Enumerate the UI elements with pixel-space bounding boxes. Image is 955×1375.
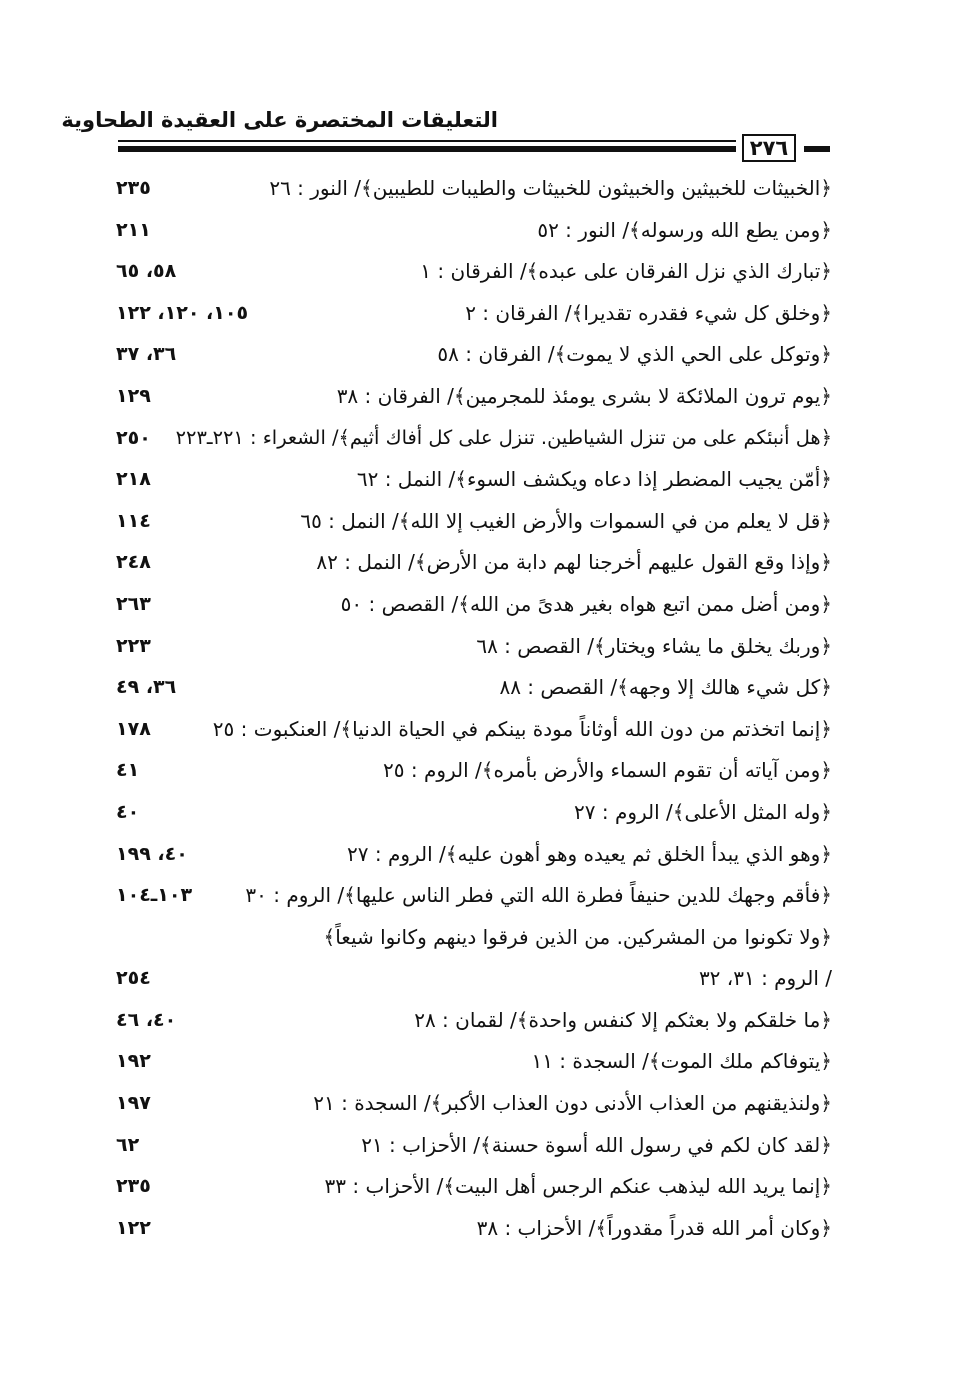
verse-reference: ﴿وله المثل الأعلى﴾/ الروم : ٢٧ bbox=[574, 799, 832, 824]
verse-reference: ﴿وهو الذي يبدأ الخلق ثم يعيده وهو أهون عليه﴾/ الروم : ٢٧ bbox=[347, 841, 832, 866]
verse-reference: ﴿ومن أضل ممن اتبع هواه بغير هدىً من الله﴾/ القصص : ٥٠ bbox=[340, 591, 832, 616]
verse-reference: ﴿وتوكل على الحي الذي لا يموت﴾/ الفرقان : ٥٨ bbox=[437, 342, 832, 367]
header-rule bbox=[118, 146, 736, 152]
verse-reference: ﴿كل شيء هالك إلا وجهه﴾/ القصص : ٨٨ bbox=[499, 675, 832, 700]
page-references: ٢٣٥ bbox=[116, 1175, 151, 1198]
index-entry bbox=[110, 1000, 832, 1042]
page-references: ١٩٧ bbox=[116, 1092, 151, 1115]
index-entry bbox=[110, 1125, 832, 1167]
index-entry bbox=[110, 750, 832, 792]
verse-reference: ﴿لقد كان لكم في رسول الله أسوة حسنة﴾/ الأحزاب : ٢١ bbox=[361, 1132, 832, 1157]
index-entry bbox=[110, 251, 832, 293]
page-references: ٢٦٣ bbox=[116, 592, 151, 615]
verse-reference: ﴿يوم ترون الملائكة لا بشرى يومئذ للمجرمين﴾/ الفرقان : ٣٨ bbox=[336, 383, 832, 408]
page-references: ٢١١ bbox=[116, 218, 151, 241]
page-number: ٢٧٦ bbox=[749, 136, 789, 160]
page-references: ٢١٨ bbox=[116, 468, 151, 491]
page-references: ٤١ bbox=[116, 759, 140, 782]
page-number-box bbox=[742, 134, 796, 162]
page-references: ٣٦، ٣٧ bbox=[116, 343, 177, 366]
index-entry bbox=[110, 626, 832, 668]
index-entry bbox=[110, 293, 832, 335]
page-references: ٢٤٨ bbox=[116, 551, 151, 574]
index-entry bbox=[110, 1166, 832, 1208]
verse-reference: ﴿الخبيثات للخبيثين والخبيثون للخبيثات والطيبات للطيبين﴾/ النور : ٢٦ bbox=[269, 176, 832, 200]
page-references: ١٢٩ bbox=[116, 384, 151, 407]
header-rule-right bbox=[804, 146, 830, 152]
page-references: ٢٥٠ bbox=[116, 426, 151, 449]
page-references: ١١٤ bbox=[116, 509, 151, 532]
verse-reference: ﴿وربك يخلق ما يشاء ويختار﴾/ القصص : ٦٨ bbox=[476, 633, 832, 658]
verse-reference: ﴿قل لا يعلم من في السموات والأرض الغيب إلا الله﴾/ النمل : ٦٥ bbox=[300, 508, 832, 533]
index-entry bbox=[110, 709, 832, 751]
index-entry bbox=[110, 501, 832, 543]
verse-reference: ﴿وكان أمر الله قدراً مقدوراً﴾/ الأحزاب : ٣٨ bbox=[476, 1215, 832, 1240]
index-entry bbox=[110, 875, 832, 917]
page-references: ٢٢٣ bbox=[116, 634, 151, 657]
index-entry bbox=[110, 667, 832, 709]
index-entry bbox=[110, 334, 832, 376]
verse-reference: ﴿وخلق كل شيء فقدره تقديرا﴾/ الفرقان : ٢ bbox=[465, 300, 832, 325]
verse-reference: ﴿يتوفاكم ملك الموت﴾/ السجدة : ١١ bbox=[531, 1049, 832, 1074]
header-rule-thin bbox=[118, 140, 736, 142]
page-references: ١٠٥، ١٢٠، ١٢٢ bbox=[116, 301, 249, 324]
page-references: ١٠٣ـ١٠٤ bbox=[116, 884, 193, 907]
index-entry bbox=[110, 1041, 832, 1083]
verse-reference: ﴿ومن آياته أن تقوم السماء والأرض بأمره﴾/ الروم : ٢٥ bbox=[383, 758, 832, 783]
page-references: ١٧٨ bbox=[116, 717, 151, 740]
index-entry bbox=[110, 542, 832, 584]
index-entry bbox=[110, 1208, 832, 1250]
page-references: ٢٥٤ bbox=[116, 967, 151, 990]
page-references: ٤٠، ٤٦ bbox=[116, 1008, 177, 1031]
index-entry bbox=[110, 584, 832, 626]
verse-reference: ﴿وإذا وقع القول عليهم أخرجنا لهم دابة من الأرض﴾/ النمل : ٨٢ bbox=[316, 550, 832, 575]
index-entry bbox=[110, 459, 832, 501]
index-entry bbox=[110, 917, 832, 959]
verse-index-list bbox=[110, 168, 832, 1249]
page-references: ٣٦، ٤٩ bbox=[116, 676, 177, 699]
index-entry bbox=[110, 792, 832, 834]
index-entry bbox=[110, 1083, 832, 1125]
index-entry bbox=[110, 958, 832, 1000]
running-header-title: التعليقات المختصرة على العقيدة الطحاوية bbox=[61, 108, 498, 132]
page-references: ٦٢ bbox=[116, 1133, 140, 1156]
page-references: ٤٠، ١٩٩ bbox=[116, 842, 188, 865]
index-entry bbox=[110, 834, 832, 876]
verse-reference: ﴿أمّن يجيب المضطر إذا دعاه ويكشف السوء﴾/ النمل : ٦٢ bbox=[356, 467, 832, 492]
page-references: ١٩٢ bbox=[116, 1050, 151, 1073]
index-entry bbox=[110, 418, 832, 460]
verse-reference: ﴿ولنذيقنهم من العذاب الأدنى دون العذاب الأكبر﴾/ السجدة : ٢١ bbox=[313, 1091, 832, 1116]
page-references: ٥٨، ٦٥ bbox=[116, 260, 177, 283]
page-references: ٤٠ bbox=[116, 800, 140, 823]
verse-reference: ﴿ما خلقكم ولا بعثكم إلا كنفس واحدة﴾/ لقمان : ٢٨ bbox=[414, 1007, 832, 1032]
verse-reference: ﴿إنما اتخذتم من دون الله أوثاناً مودة بينكم في الحياة الدنيا﴾/ العنكبوت : ٢٥ bbox=[212, 716, 832, 741]
verse-reference: ﴿ولا تكونوا من المشركين. من الذين فرقوا دينهم وكانوا شيعاً﴾ bbox=[323, 924, 832, 949]
index-entry bbox=[110, 210, 832, 252]
verse-reference: ﴿تبارك الذي نزل الفرقان على عبده﴾/ الفرقان : ١ bbox=[420, 259, 832, 284]
index-entry bbox=[110, 376, 832, 418]
verse-reference: / الروم : ٣١، ٣٢ bbox=[698, 966, 832, 991]
page-references: ١٢٢ bbox=[116, 1216, 151, 1239]
verse-reference: ﴿فأقم وجهك للدين حنيفاً فطرة الله التي فطر الناس عليها﴾/ الروم : ٣٠ bbox=[245, 883, 832, 908]
verse-reference: ﴿هل أنبئكم على من تنزل الشياطين. تنزل على كل أفاك أثيم﴾/ الشعراء : ٢٢١ـ٢٢٣ bbox=[175, 425, 832, 449]
page-references: ٢٣٥ bbox=[116, 177, 151, 199]
verse-reference: ﴿ومن يطع الله ورسوله﴾/ النور : ٥٢ bbox=[537, 217, 832, 242]
index-entry bbox=[110, 168, 832, 210]
verse-reference: ﴿إنما يريد الله ليذهب عنكم الرجس أهل البيت﴾/ الأحزاب : ٣٣ bbox=[324, 1174, 832, 1199]
